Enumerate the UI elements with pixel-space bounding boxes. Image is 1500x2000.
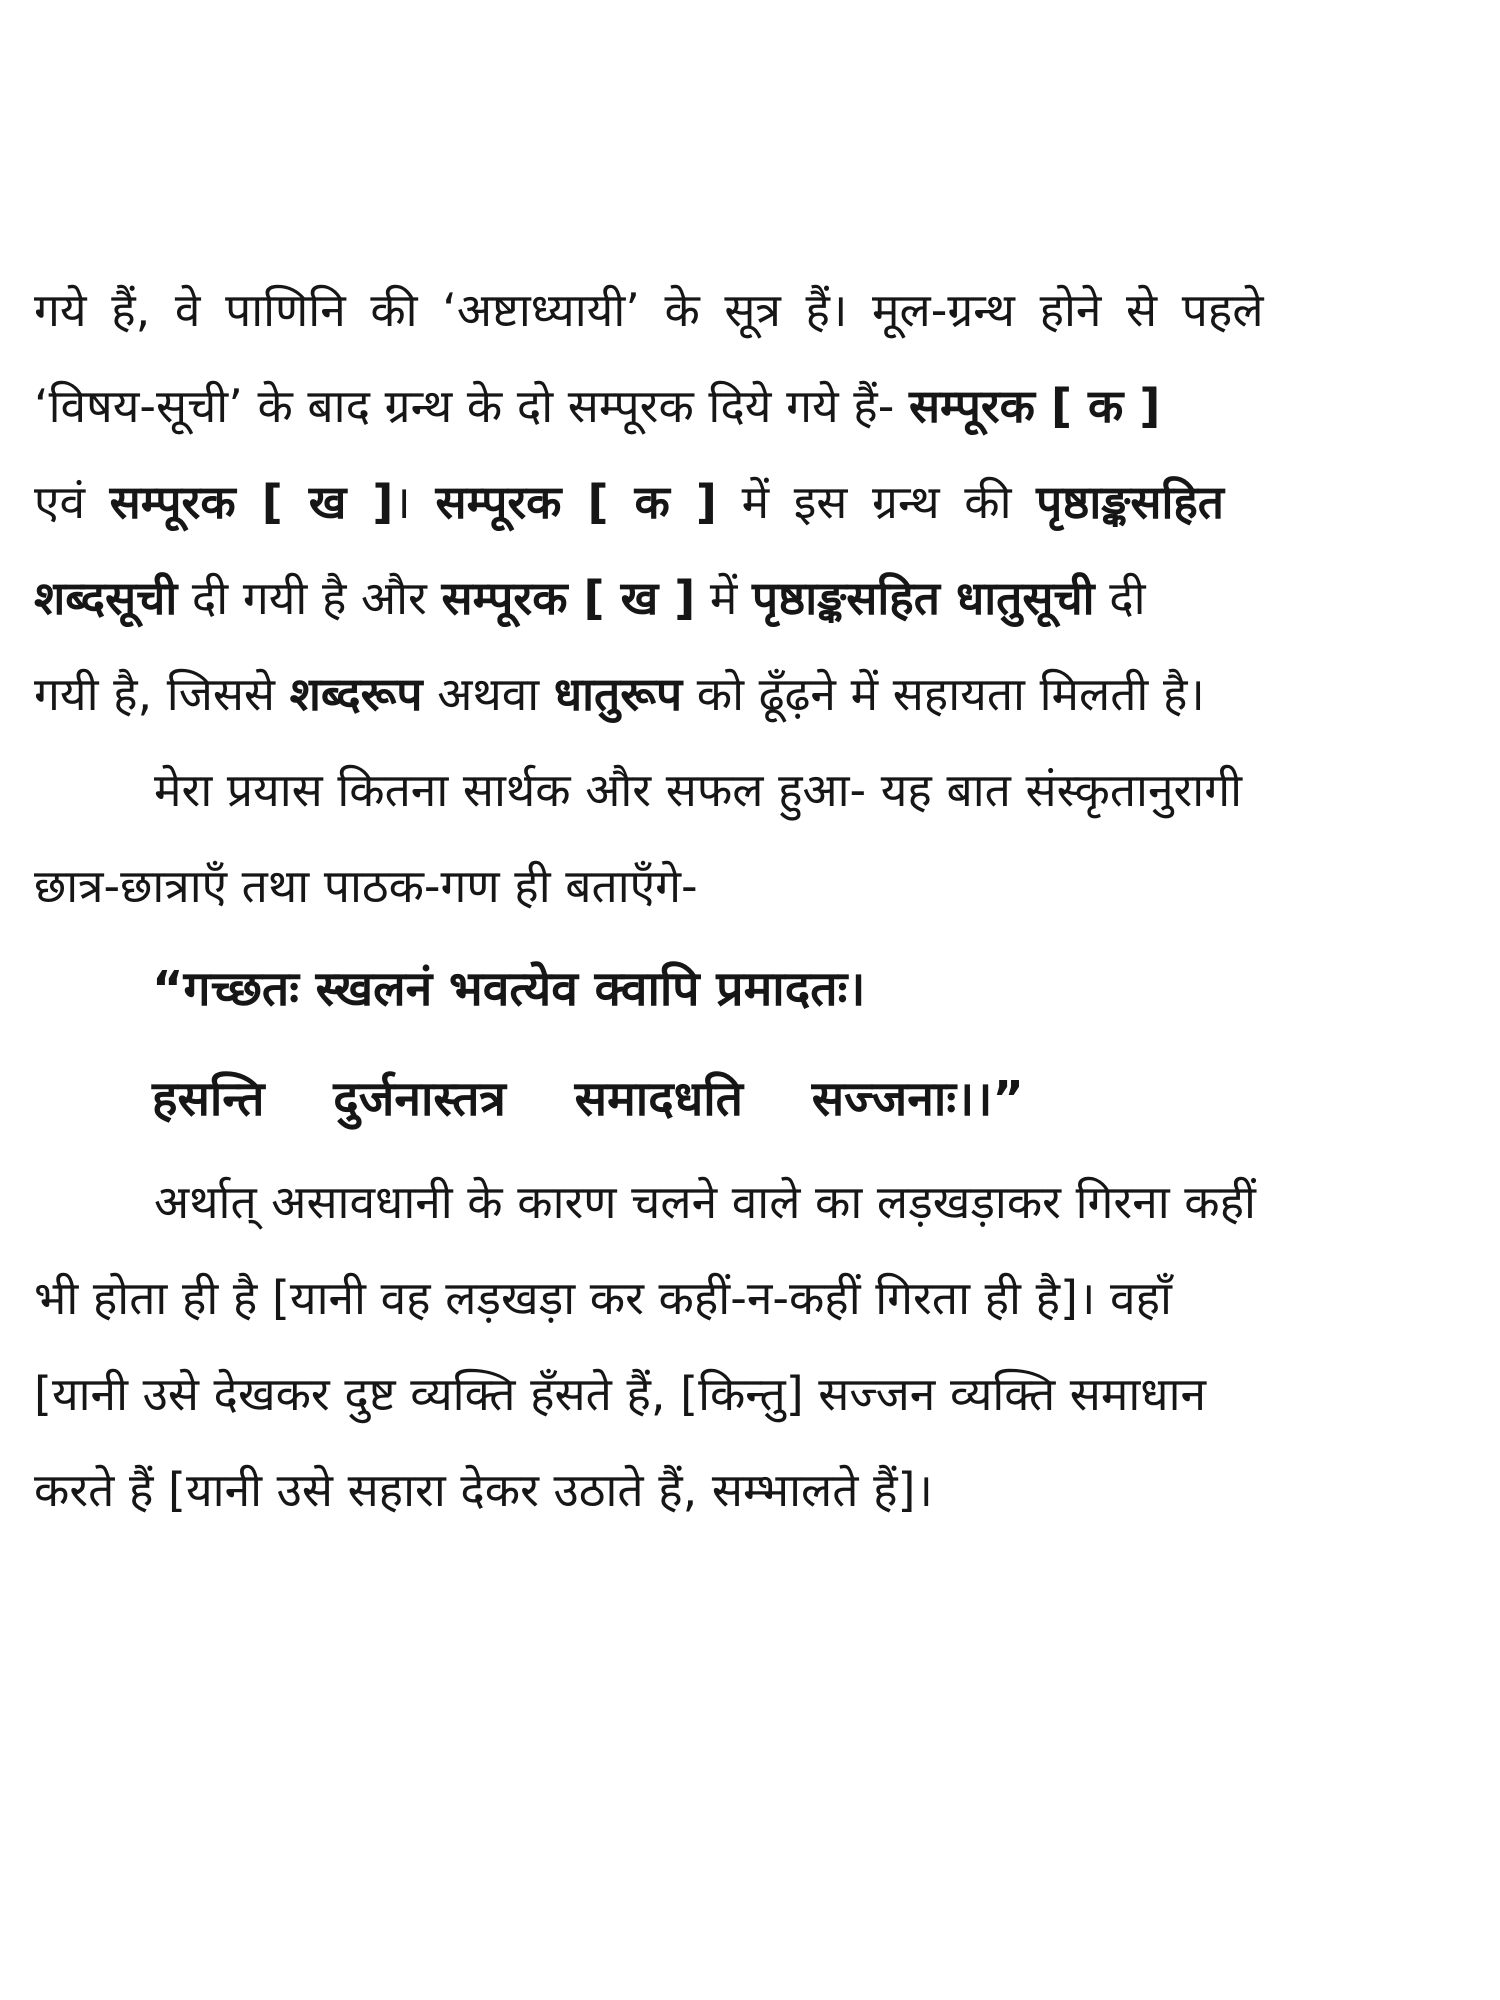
- paragraph-1-line-3: [34, 454, 1464, 550]
- text-span: में इस ग्रन्थ की: [741, 475, 1012, 529]
- paragraph-2-line-2: छात्र-छात्राएँ तथा पाठक-गण ही बताएँगे-: [34, 859, 698, 913]
- paragraph-3-line-4: करते हैं [यानी उसे सहारा देकर उठाते हैं, सम्भालते हैं]।: [34, 1463, 933, 1517]
- bold-term: सम्पूरक [ ख ]: [109, 475, 394, 529]
- text-span: ।: [393, 475, 411, 529]
- paragraph-3-line-3: [यानी उसे देखकर दुष्ट व्यक्ति हँसते हैं, [किन्तु] सज्जन व्यक्ति समाधान: [34, 1367, 1207, 1421]
- paragraph-3-line-1: अर्थात् असावधानी के कारण चलने वाले का लड़खड़ाकर गिरना कहीं: [154, 1175, 1256, 1229]
- paragraph-1-line-2: [34, 358, 1464, 454]
- text-span: को ढूँढ़ने में सहायता मिलती है।: [696, 667, 1205, 721]
- text-span: एवं: [34, 475, 86, 529]
- text-span: अथवा: [437, 667, 540, 721]
- verse-line-2: हसन्ति दुर्जनास्तत्र समादधति सज्जनाः।।”: [152, 1071, 1024, 1127]
- bold-term: सम्पूरक [ क ]: [435, 475, 717, 529]
- bold-term: सम्पूरक [ ख ]: [441, 571, 696, 625]
- body-text: [34, 262, 1464, 1538]
- paragraph-1-line-1: गये हैं, वे पाणिनि की ‘अष्टाध्यायी’ के सूत्र हैं। मूल-ग्रन्थ होने से पहले: [34, 283, 1264, 337]
- verse-line-1: “गच्छतः स्खलनं भवत्येव क्वापि प्रमादतः।: [152, 961, 866, 1017]
- bold-term: शब्दरूप: [289, 667, 423, 721]
- bold-term: पृष्ठाङ्कसहित धातुसूची: [752, 571, 1095, 625]
- paragraph-1-line-5: [34, 646, 1464, 742]
- text-span: दी: [1109, 571, 1146, 625]
- paragraph-2-line-1: मेरा प्रयास कितना सार्थक और सफल हुआ- यह बात संस्कृतानुरागी: [154, 763, 1243, 817]
- bold-term: धातुरूप: [553, 667, 683, 721]
- bold-term: पृष्ठाङ्कसहित: [1036, 475, 1225, 529]
- text-span: गयी है, जिससे: [34, 667, 276, 721]
- paragraph-1-line-4: [34, 550, 1464, 646]
- text-span: ‘विषय-सूची’ के बाद ग्रन्थ के दो सम्पूरक दिये गये हैं-: [34, 379, 895, 433]
- bold-term: शब्दसूची: [34, 571, 178, 625]
- paragraph-3-line-2: भी होता ही है [यानी वह लड़खड़ा कर कहीं-न-कहीं गिरता ही है]। वहाँ: [34, 1271, 1172, 1325]
- text-span: दी गयी है और: [191, 571, 427, 625]
- text-span: में: [709, 571, 738, 625]
- bold-term: सम्पूरक [ क ]: [908, 379, 1161, 433]
